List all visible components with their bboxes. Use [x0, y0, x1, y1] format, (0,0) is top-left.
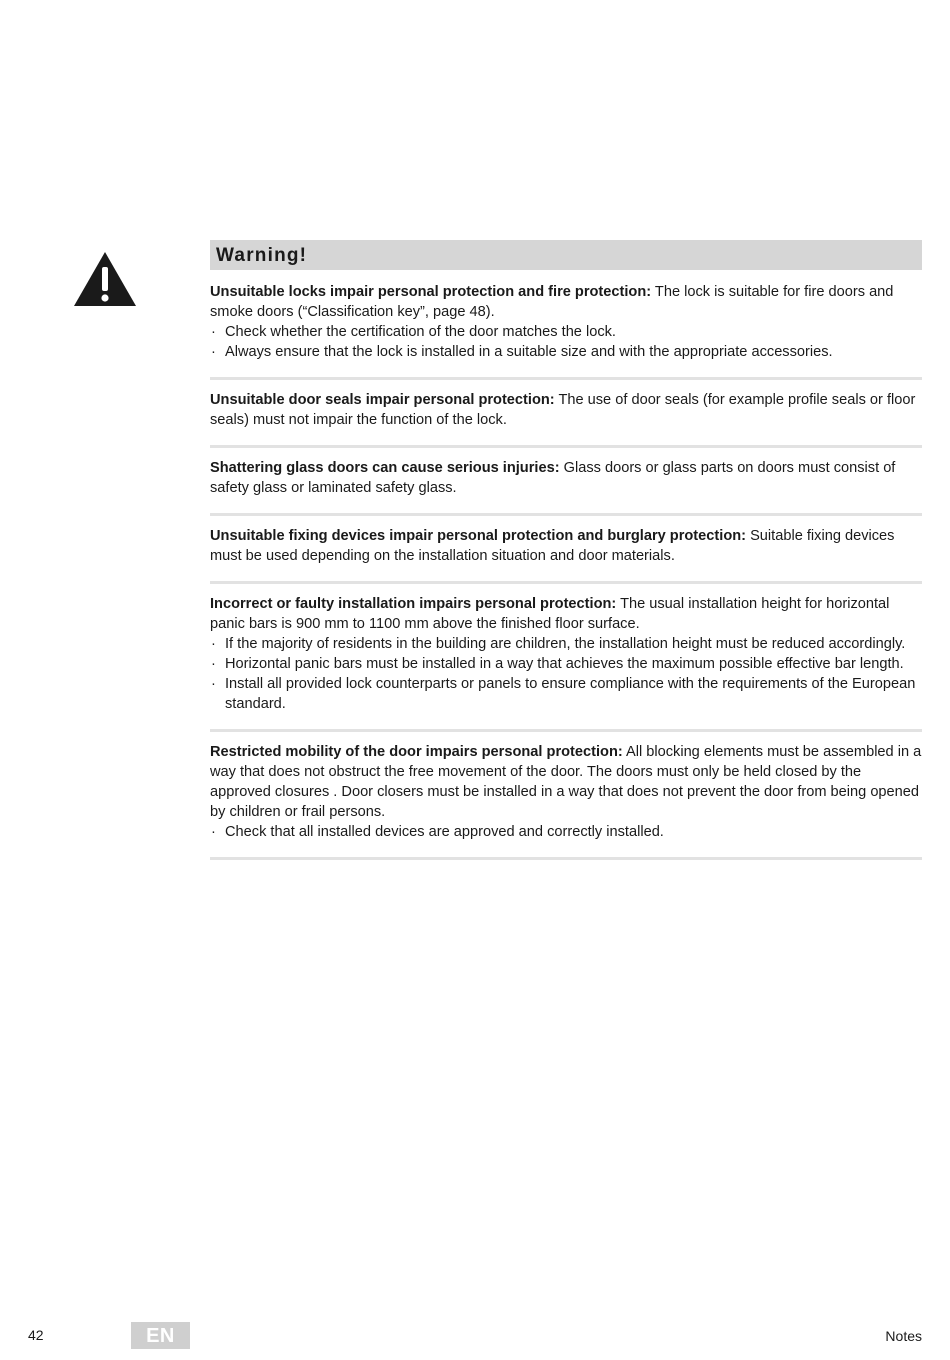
warning-block	[210, 594, 922, 714]
warning-text: The usual installation height for horizontal panic bars is 900 mm to 1100 mm above the finished floor surface.	[210, 596, 890, 632]
warning-block	[210, 458, 922, 498]
section-label: Notes	[885, 1328, 922, 1344]
warning-text: Glass doors or glass parts on doors must consist of safety glass or laminated safety glass.	[210, 460, 896, 496]
warning-lead: Unsuitable door seals impair personal protection:	[210, 392, 555, 408]
warning-lead: Shattering glass doors can cause serious injuries:	[210, 460, 560, 476]
divider	[210, 581, 922, 584]
warning-paragraph	[210, 594, 922, 634]
bullet-item: · Check that all installed devices are approved and correctly installed.	[210, 822, 922, 842]
divider	[210, 445, 922, 448]
bullet-item: · Install all provided lock counterparts or panels to ensure compliance with the requirements of the European standard.	[210, 674, 922, 714]
warning-block	[210, 282, 922, 362]
warning-block	[210, 742, 922, 842]
divider	[210, 857, 922, 860]
warning-text: Suitable fixing devices must be used depending on the installation situation and door materials.	[210, 528, 895, 564]
language-badge: EN	[131, 1322, 190, 1349]
divider	[210, 513, 922, 516]
warning-section	[210, 240, 922, 870]
warning-block	[210, 390, 922, 430]
bullet-list	[210, 634, 922, 714]
warning-block	[210, 526, 922, 566]
warning-triangle-icon	[72, 250, 138, 308]
warning-lead: Unsuitable fixing devices impair personal protection and burglary protection:	[210, 528, 747, 544]
bullet-item: · If the majority of residents in the building are children, the installation height must be reduced accordingly.	[210, 634, 922, 654]
bullet-list	[210, 322, 922, 362]
page-number: 42	[28, 1327, 44, 1343]
warning-lead: Restricted mobility of the door impairs personal protection:	[210, 744, 623, 760]
warning-paragraph	[210, 526, 922, 566]
bullet-item: · Always ensure that the lock is installed in a suitable size and with the appropriate accessories.	[210, 342, 922, 362]
divider	[210, 729, 922, 732]
warning-paragraph	[210, 390, 922, 430]
bullet-item: · Horizontal panic bars must be installed in a way that achieves the maximum possible effective bar length.	[210, 654, 922, 674]
bullet-item: · Check whether the certification of the door matches the lock.	[210, 322, 922, 342]
warning-title: Warning!	[210, 240, 922, 270]
divider	[210, 377, 922, 380]
warning-paragraph	[210, 742, 922, 822]
warning-lead: Unsuitable locks impair personal protection and fire protection:	[210, 284, 652, 300]
warning-text: The lock is suitable for fire doors and smoke doors (“Classification key”, page 48).	[210, 284, 894, 320]
warning-text: The use of door seals (for example profile seals or floor seals) must not impair the function of the lock.	[210, 392, 916, 428]
warning-paragraph	[210, 282, 922, 322]
warning-lead: Incorrect or faulty installation impairs personal protection:	[210, 596, 617, 612]
warning-text: All blocking elements must be assembled in a way that does not obstruct the free movement of the door. The doors must only be held closed by the approved closures . Door closers must be installed in a way that does not prevent the door from being opened by children or frail persons.	[210, 744, 922, 820]
bullet-list	[210, 822, 922, 842]
warning-paragraph	[210, 458, 922, 498]
